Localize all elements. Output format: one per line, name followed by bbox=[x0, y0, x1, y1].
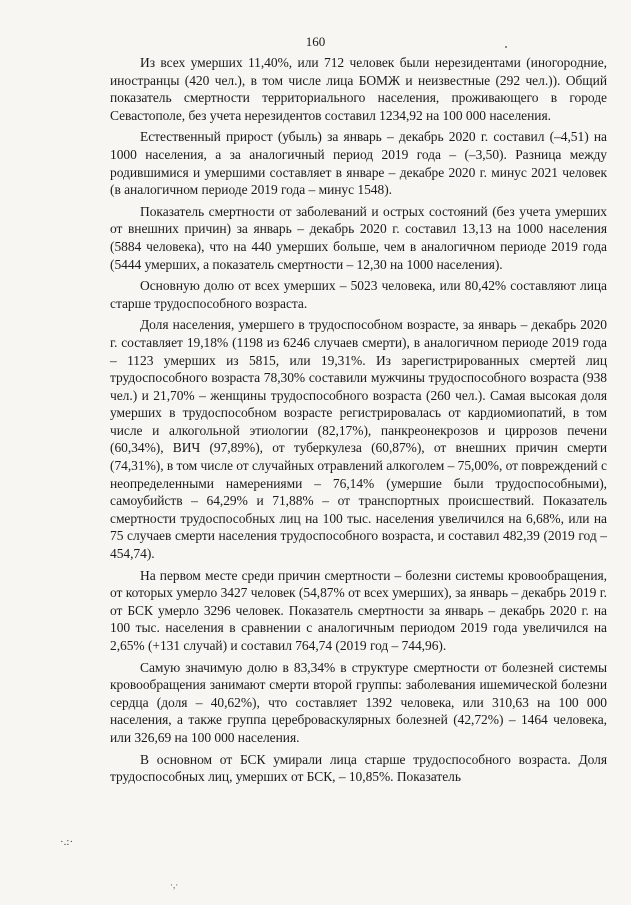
scan-specks: ·,· bbox=[170, 880, 179, 890]
paragraph-nonresidents: Из всех умерших 11,40%, или 712 человек были нерезидентами (иногородние, иностранцы (420 чел.), в том числе лица БОМЖ и неизвестные (292 чел.)). Общий показатель смертности территориального населения, проживающего в городе Севастополе, без учета нерезидентов составил 1234,92 на 100 000 населения. bbox=[110, 55, 607, 123]
page-number: 160 bbox=[305, 34, 326, 49]
paragraph-disease-mortality: Показатель смертности от заболеваний и острых состояний (без учета умерших от внешних причин) за январь – декабрь 2020 г. составил 13,13 на 1000 населения (5884 человека), что на 440 умерших больше, чем в аналогичном периоде 2019 года (5444 умерших, а показатель смертности – 12,30 на 1000 населения). bbox=[110, 203, 607, 272]
paragraph-circulatory-diseases: На первом месте среди причин смертности – болезни системы кровообращения, от которых умерло 3427 человек (54,87% от всех умерших), за январь – декабрь 2019 г. от БСК умерло 3296 человек. Показатель смертности за январь – декабрь 2020 г. на 100 тыс. населения в сравнении с аналогичным периодом 2019 года увеличился на 2,65% (+131 случай) и составил 764,74 (2019 год – 744,96). bbox=[110, 567, 607, 653]
paragraph-bsk-age: В основном от БСК умирали лица старше трудоспособного возраста. Доля трудоспособных лиц, умерших от БСК, – 10,85%. Показатель bbox=[110, 751, 607, 785]
scan-margin-marks: ·.:· bbox=[60, 836, 74, 848]
scan-speck bbox=[505, 46, 507, 48]
document-body bbox=[110, 54, 607, 790]
paragraph-elderly-share: Основную долю от всех умерших – 5023 человека, или 80,42% составляют лица старше трудоспособного возраста. bbox=[110, 278, 607, 311]
paragraph-working-age: Доля населения, умершего в трудоспособном возрасте, за январь – декабрь 2020 г. составляет 19,18% (1198 из 6246 случаев смерти), в аналогичном периоде 2019 года – 1123 умерших из 5815, или 19,31%. Из зарегистрированных смертей лиц трудоспособного возраста 78,30% составили мужчины трудоспособного возраста (938 чел.) и 21,70% – женщины трудоспособного возраста (260 чел.). Самая высокая доля умерших в трудоспособном возрасте регистрировалась от кардиомиопатий, в том числе и алкогольной этиологии (82,17%), панкреонекрозов и циррозов печени (60,34%), ВИЧ (97,89%), от туберкулеза (60,87%), от внешних причин смерти (74,31%), в том числе от случайных отравлений алкоголем – 75,00%, от повреждений с неопределенными намерениями – 76,14% (умершие были трудоспособными), самоубийств – 64,29% и 71,88% – от транспортных происшествий. Показатель смертности трудоспособных лиц на 100 тыс. населения увеличился на 6,68%, или на 75 случаев смерти населения трудоспособного возраста, и составил 482,39 (2019 год – 454,74). bbox=[110, 317, 607, 562]
paragraph-natural-growth: Естественный прирост (убыль) за январь – декабрь 2020 г. составил (–4,51) на 1000 населения, а за аналогичный период 2019 года – (–3,50). Разница между родившимися и умершими составляет в январе – декабре 2020 г. минус 2021 человек (в аналогичном периоде 2019 года – минус 1548). bbox=[110, 129, 607, 198]
paragraph-ischemic-cerebrovascular: Самую значимую долю в 83,34% в структуре смертности от болезней системы кровообращения занимают смерти второй группы: заболевания ишемической болезни сердца (доля – 40,62%), что составляет 1392 человека, или 310,63 на 100 000 населения, а также группа цереброваскулярных болезней (42,72%) – 1464 человека, или 326,69 на 100 000 населения. bbox=[110, 659, 607, 745]
